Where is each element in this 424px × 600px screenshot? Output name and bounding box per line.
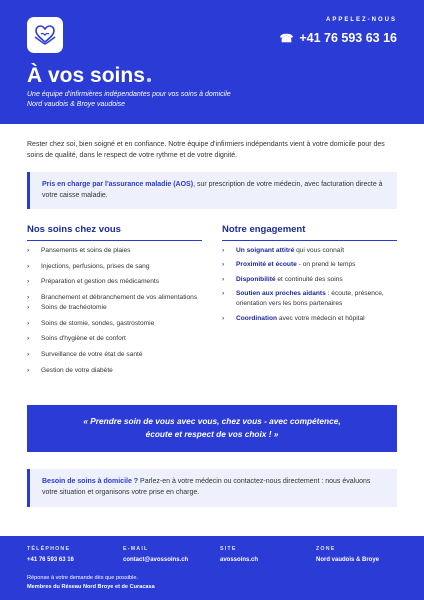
need-highlight: Besoin de soins à domicile ? [42, 478, 139, 485]
chevron-right-icon: › [222, 247, 225, 254]
list-item: › Un soignant attitré qui vous connaît [222, 247, 345, 254]
chevron-right-icon: › [27, 304, 30, 312]
list-item: › Injections, perfusions, prises de sang [27, 262, 150, 270]
aos-text: , sur prescription de votre médecin, avec facturation directe à votre caisse maladie. [42, 181, 383, 199]
list-item: › Disponibilité et continuité des soins [222, 275, 343, 283]
list-item: › Soins de trachéotomie [27, 304, 107, 312]
quote-line-2: écoute et respect de vos choix ! » [145, 429, 279, 439]
footer [0, 536, 424, 600]
list-item: › Soutien aux proches aidants : écoute, présence, orientation vers les bons partenaires [222, 290, 384, 308]
quote-box [27, 405, 397, 452]
chevron-right-icon: › [27, 319, 30, 327]
soins-list [27, 246, 207, 381]
list-item: › Soins de stomie, sondes, gastrostomie [27, 319, 155, 327]
footer-label: ZONE [316, 546, 336, 552]
chevron-right-icon: › [27, 278, 30, 286]
list-item: › Gestion de votre diabète [27, 366, 113, 374]
footer-note-2: Membres du Réseau Nord Broye et de Curacasa [27, 584, 155, 590]
footer-note [27, 574, 155, 592]
list-item: › Préparation et gestion des médicaments [27, 278, 160, 286]
list-item: › Pansements et soins de plaies [27, 247, 131, 254]
footer-zone [316, 546, 379, 563]
chevron-right-icon: › [27, 293, 30, 301]
quote-line-1: « Prendre soin de vous avec vous, chez vous - avec compétence, [83, 416, 341, 426]
engagement-heading: Notre engagement [222, 224, 397, 241]
title-dot [147, 78, 151, 82]
chevron-right-icon: › [27, 262, 30, 270]
contact-callout [27, 469, 397, 507]
header-phone-number: +41 76 593 63 16 [299, 31, 397, 45]
soins-heading: Nos soins chez vous [27, 224, 202, 241]
footer-note-1: Réponse à votre demande dès que possible. [27, 575, 139, 581]
subtitle-line-1: Une équipe d'infirmières indépendantes pour vos soins à domicile [27, 91, 231, 98]
heart-hands-icon [32, 22, 58, 48]
call-us-label: APPELEZ-NOUS [325, 17, 397, 23]
logo [27, 17, 63, 53]
aos-callout [27, 172, 397, 209]
header-banner [0, 0, 424, 124]
footer-label: TÉLÉPHONE [27, 546, 71, 552]
phone-icon: ☎ [279, 32, 294, 45]
chevron-right-icon: › [27, 351, 30, 359]
list-item: › Proximité et écoute - on prend le temps [222, 261, 356, 269]
footer-value: Nord vaudois & Broye [316, 557, 380, 563]
chevron-right-icon: › [222, 275, 225, 283]
footer-phone[interactable] [27, 546, 74, 563]
aos-highlight: Pris en charge par l'assurance maladie (AOS) [42, 181, 194, 188]
chevron-right-icon: › [222, 314, 225, 322]
footer-value: contact@avossoins.ch [123, 557, 189, 563]
list-item: › Soins d'hygiène et de confort [27, 335, 126, 343]
footer-value: avossoins.ch [220, 557, 259, 563]
need-text: Parlez-en à votre médecin ou contactez-nous directement : nous évaluons votre situation et organisons votre prise en charge. [42, 478, 371, 496]
page-title-text: À vos soins [27, 64, 145, 87]
list-item: › Branchement et débranchement de vos alimentations [27, 293, 198, 301]
chevron-right-icon: › [222, 261, 225, 269]
page-title [27, 64, 151, 88]
intro-paragraph: Rester chez soi, bien soigné et en confiance. Notre équipe d'infirmiers indépendants vient à votre domicile pour des soins de qualité, dans le respect de votre rythme et de votre dignité. [27, 141, 385, 159]
chevron-right-icon: › [27, 335, 30, 343]
footer-label: E-MAIL [123, 546, 149, 552]
chevron-right-icon: › [27, 247, 30, 254]
footer-site[interactable] [220, 546, 258, 563]
subtitle-line-2: Nord vaudois & Broye vaudoise [27, 101, 126, 108]
chevron-right-icon: › [27, 366, 30, 374]
footer-value: +41 76 593 63 16 [27, 557, 74, 563]
header-phone[interactable] [280, 31, 397, 45]
list-item: › Coordination avec votre médecin et hôpital [222, 314, 365, 322]
footer-email[interactable] [123, 546, 188, 563]
chevron-right-icon: › [222, 290, 225, 298]
footer-label: SITE [220, 546, 237, 552]
list-item: › Surveillance de votre état de santé [27, 351, 143, 359]
engagement-list [222, 246, 400, 328]
subtitle [27, 90, 231, 110]
